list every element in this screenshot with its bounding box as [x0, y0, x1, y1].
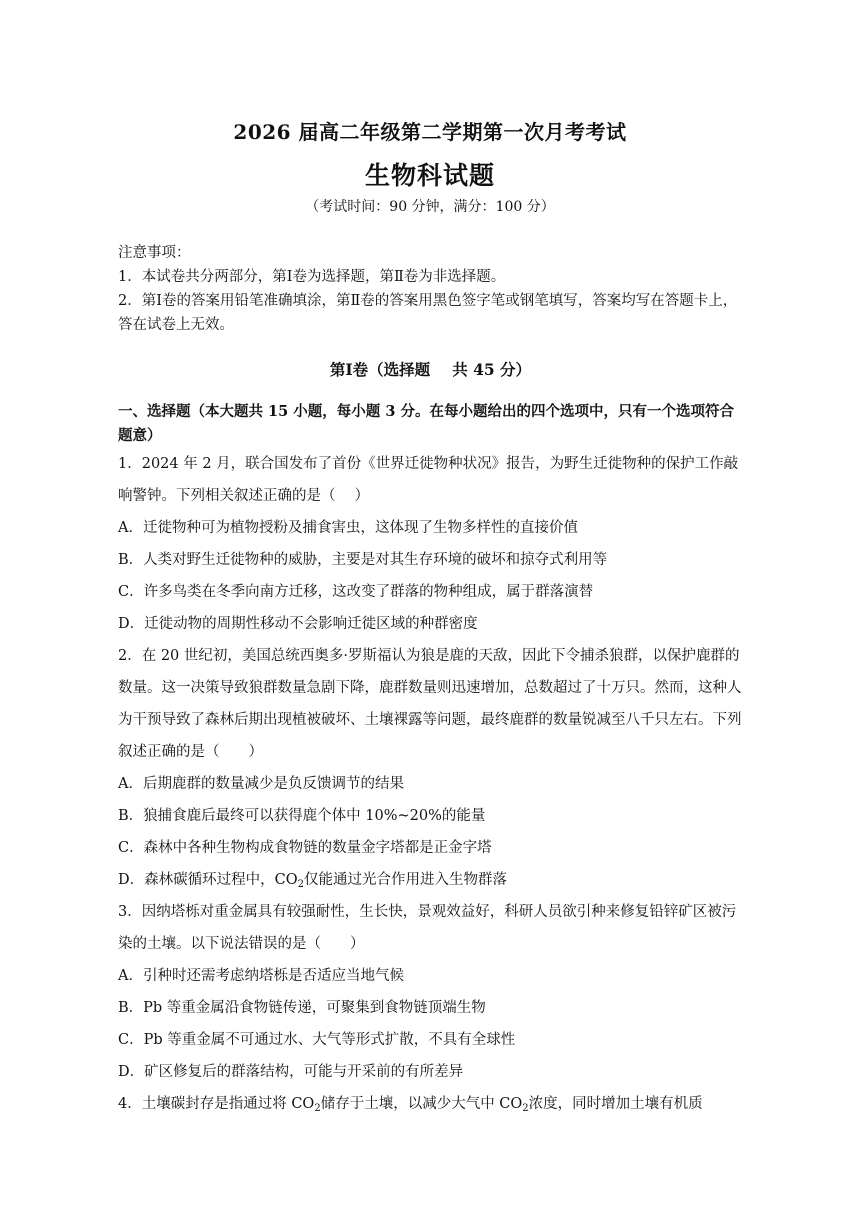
subscript: 2: [297, 879, 304, 890]
question-1: [118, 448, 743, 640]
question-3: [118, 896, 743, 1088]
exam-info: （考试时间：90 分钟，满分：100 分）: [305, 199, 555, 215]
option-a: A．后期鹿群的数量减少是负反馈调节的结果: [118, 776, 404, 792]
option-c: C．森林中各种生物构成食物链的数量金字塔都是正金字塔: [118, 840, 492, 856]
option-d: D．迁徙动物的周期性移动不会影响迁徙区域的种群密度: [118, 616, 478, 632]
option-b: B．Pb 等重金属沿食物链传递，可聚集到食物链顶端生物: [118, 1000, 486, 1016]
question-2: [118, 640, 743, 896]
exam-body: [118, 241, 743, 1120]
note-item: 1．本试卷共分两部分，第Ⅰ卷为选择题，第Ⅱ卷为非选择题。: [118, 269, 506, 285]
subject-title: 生物科试题: [364, 161, 495, 190]
question-stem: 2．在 20 世纪初，美国总统西奥多·罗斯福认为狼是鹿的天敌，因此下令捕杀狼群，以保护鹿群的数量。这一决策导致狼群数量急剧下降，鹿群数量则迅速增加，总数超过了十万只。然而，这种人为干预导致了森林后期出现植被破坏、土壤裸露等问题，最终鹿群的数量锐减至八千只左右。下列叙述正确的是（ ）: [118, 648, 742, 760]
section-score: 共 45 分）: [452, 360, 532, 379]
question-stem: 1．2024 年 2 月，联合国发布了首份《世界迁徙物种状况》报告，为野生迁徙物种的保护工作敲响警钟。下列相关叙述正确的是（ ）: [118, 456, 739, 504]
option-d-text: D．森林碳循环过程中，CO: [118, 872, 298, 888]
option-d: D．矿区修复后的群落结构，可能与开采前的有所差异: [118, 1064, 464, 1080]
question-4: [118, 1088, 743, 1120]
part-heading: 一、选择题（本大题共 15 小题，每小题 3 分。在每小题给出的四个选项中，只有一个选项符合题意）: [118, 403, 734, 444]
option-a: A．迁徙物种可为植物授粉及捕食害虫，这体现了生物多样性的直接价值: [118, 520, 578, 536]
stem-text: 储存于土壤，以减少大气中 CO: [320, 1096, 523, 1112]
section-heading: [118, 358, 743, 382]
notes-heading: 注意事项：: [118, 245, 191, 261]
stem-text: 浓度，同时增加土壤有机质: [528, 1096, 703, 1112]
section-part: 第Ⅰ卷（选择题: [329, 360, 431, 379]
subscript: 2: [314, 1103, 321, 1114]
exam-title: 2026 届高二年级第二学期第一次月考考试: [233, 120, 627, 144]
option-d-text-end: 仅能通过光合作用进入生物群落: [303, 872, 507, 888]
option-b: B．狼捕食鹿后最终可以获得鹿个体中 10%~20%的能量: [118, 808, 486, 824]
question-stem: [118, 1088, 743, 1120]
note-item: 2．第Ⅰ卷的答案用铅笔准确填涂，第Ⅱ卷的答案用黑色签字笔或钢笔填写，答案均写在答题卡上，答在试卷上无效。: [118, 293, 738, 333]
stem-text: 4．土壤碳封存是指通过将 CO: [118, 1096, 315, 1112]
question-stem: 3．因纳塔栎对重金属具有较强耐性，生长快，景观效益好，科研人员欲引种来修复铅锌矿区被污染的土壤。以下说法错误的是（ ）: [118, 904, 737, 952]
option-b: B．人类对野生迁徙物种的威胁，主要是对其生存环境的破坏和掠夺式利用等: [118, 552, 608, 568]
subscript: 2: [522, 1103, 529, 1114]
option-c: C．许多鸟类在冬季向南方迁移，这改变了群落的物种组成，属于群落演替: [118, 584, 594, 600]
option-a: A．引种时还需考虑纳塔栎是否适应当地气候: [118, 968, 404, 984]
option-c: C．Pb 等重金属不可通过水、大气等形式扩散，不具有全球性: [118, 1032, 516, 1048]
option-d: [118, 864, 743, 896]
